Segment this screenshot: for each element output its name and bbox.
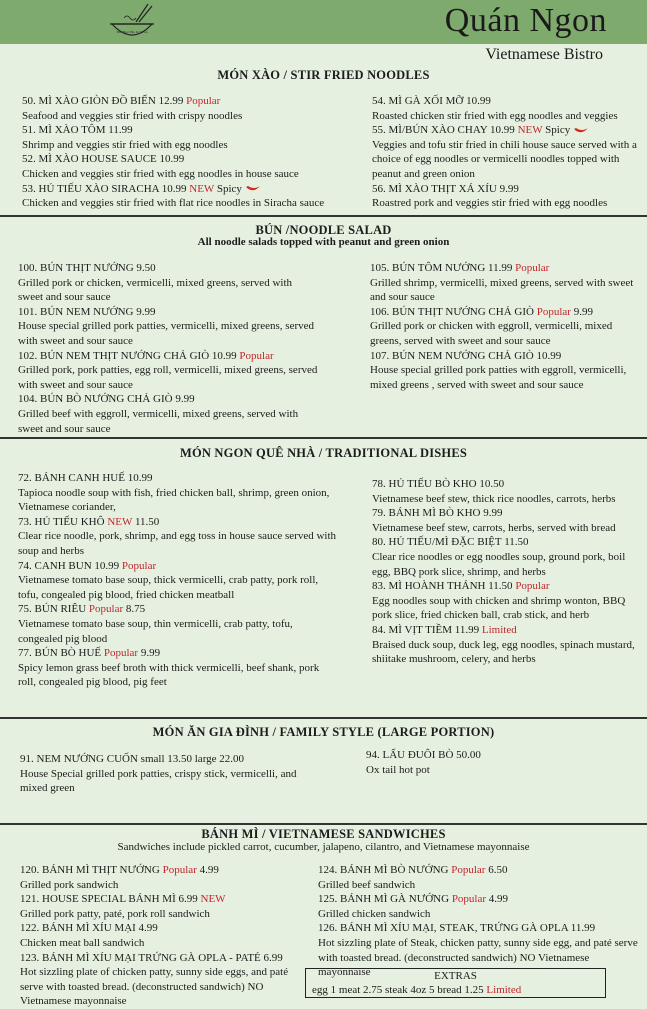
menu-header: [0, 0, 647, 44]
menu-item-description: Grilled pork or chicken, vermicelli, mixed greens, served with sweet and sour sauce: [18, 276, 292, 304]
menu-item-name: 75. BÚN RIÊU: [18, 603, 87, 616]
menu-item-description: Grilled chicken sandwich: [318, 907, 431, 920]
menu-item: [372, 182, 644, 211]
menu-item-name-line: [20, 951, 310, 966]
stir-fried-left: [22, 94, 362, 211]
menu-item-tag: NEW: [189, 182, 215, 195]
traditional-left: [18, 471, 336, 690]
menu-item-name: 83. MÌ HOÀNH THÁNH 11.50: [372, 580, 513, 593]
menu-item-price: 11.50: [134, 515, 160, 528]
menu-item-price: 6.50: [488, 864, 508, 876]
menu-item: [372, 535, 644, 579]
banhmi-right: [318, 863, 640, 980]
menu-item: [18, 471, 336, 515]
menu-item-name-line: [370, 349, 642, 364]
menu-item-name-line: [372, 506, 644, 521]
menu-item-tag: Popular: [121, 559, 157, 572]
menu-item: [20, 752, 300, 796]
menu-item: [370, 349, 642, 393]
menu-item-name: 78. HỦ TIẾU BÒ KHO 10.50: [372, 478, 505, 490]
menu-item-name: 107. BÚN NEM NƯỚNG CHẢ GIÒ 10.99: [370, 349, 562, 362]
menu-item-name-line: [22, 94, 362, 109]
menu-item-name-line: [372, 535, 644, 550]
menu-item-name-line: [18, 471, 336, 486]
menu-item: [22, 94, 362, 123]
menu-item-name-line: [372, 623, 644, 638]
menu-item: [20, 951, 310, 1009]
menu-item-description: Tapioca noodle soup with fish, fried chicken ball, shrimp, green onion, Vietnamese coriander,: [18, 486, 330, 514]
menu-item: [22, 182, 362, 211]
menu-item-description: Seafood and veggies stir fried with crispy noodles: [22, 109, 243, 122]
menu-item-price: 9.99: [573, 305, 593, 318]
menu-item-name: 72. BÁNH CANH HUẾ 10.99: [18, 472, 153, 484]
menu-item-price: 9.99: [140, 647, 161, 660]
menu-item-name: 54. MÌ GÀ XỐI MỠ 10.99: [372, 95, 491, 107]
menu-item-description: Chicken and veggies stir fried with egg noodles in house sauce: [22, 167, 299, 180]
menu-item-name-line: [372, 579, 644, 594]
menu-item-name-line: [20, 921, 310, 936]
menu-item: [18, 261, 318, 305]
menu-item-description: Vietnamese beef stew, thick rice noodles, carrots, herbs: [372, 492, 616, 505]
menu-item: [20, 892, 310, 921]
bun-right: [370, 261, 642, 392]
section-divider: [0, 717, 647, 719]
section-divider: [0, 823, 647, 825]
menu-item-name-line: [18, 349, 318, 364]
menu-item-name-line: [18, 515, 336, 530]
menu-item-name: 125. BÁNH MÌ GÀ NƯỚNG: [318, 893, 450, 906]
menu-item-description: Grilled pork, pork patties, egg roll, vermicelli, mixed greens, served with sweet and sour sauce: [18, 364, 318, 391]
menu-item-description: Braised duck soup, duck leg, egg noodles, spinach mustard, shiitake mushroom, celery, and herbs: [372, 638, 635, 666]
extras-box: [305, 968, 606, 998]
menu-item-name: 104. BÚN BÒ NƯỚNG CHẢ GIÒ 9.99: [18, 393, 195, 406]
menu-item-tag: Popular: [451, 893, 487, 906]
stir-fried-right: [372, 94, 644, 211]
menu-item-description: House Special grilled pork patties, crispy stick, vermicelli, and mixed green: [20, 767, 297, 795]
family-left: [20, 752, 300, 796]
section-note-bun: All noodle salads topped with peanut and green onion: [197, 236, 450, 248]
menu-item-name: 101. BÚN NEM NƯỚNG 9.99: [18, 305, 156, 318]
menu-item-name: 102. BÚN NEM THỊT NƯỚNG CHẢ GIÒ 10.99: [18, 349, 237, 362]
menu-item-description: Hot sizzling plate of Steak, chicken patty, sunny side egg, and paté serve with toasted bread. (deconstructed sandwich) NO Vietnamese mayonnaise: [318, 936, 638, 979]
menu-item-name: 126. BÁNH MÌ XÍU MẠI, STEAK, TRỨNG GÀ OPLA 11.99: [318, 922, 596, 935]
menu-item-description: Grilled beef sandwich: [318, 878, 416, 891]
menu-item: [18, 515, 336, 559]
menu-item-tag: Popular: [162, 864, 197, 876]
menu-item-tag: NEW: [517, 124, 543, 137]
menu-item: [18, 349, 318, 393]
menu-item-spicy-label: Spicy: [545, 124, 571, 137]
menu-item-description: House special grilled pork patties with eggroll, vermicelli, mixed greens , served with sweet and sour sauce: [370, 364, 627, 391]
menu-item: [18, 392, 318, 436]
menu-item-price: 4.99: [199, 864, 219, 876]
menu-item-description: Vietnamese tomato base soup, thick vermicelli, crab patty, pork roll, tofu, congealed pig blood, fried chicken meatball: [18, 574, 319, 601]
menu-item-name: 84. MÌ VỊT TIỀM 11.99: [372, 623, 480, 636]
menu-item-description: Chicken meat ball sandwich: [20, 936, 145, 949]
menu-item-name: 51. MÌ XÀO TÔM 11.99: [22, 124, 133, 137]
menu-item: [18, 559, 336, 603]
menu-item-name-line: [22, 123, 362, 138]
menu-item-tag: Popular: [515, 580, 550, 593]
menu-item-description: Spicy lemon grass beef broth with thick vermicelli, beef shank, pork roll, congealed pig blood, pig feet: [18, 661, 320, 689]
menu-item-name: 74. CANH BUN 10.99: [18, 559, 120, 572]
menu-item-name-line: [372, 94, 644, 109]
menu-item-name-line: [318, 892, 640, 907]
menu-item: [22, 123, 362, 152]
menu-item-name-line: [18, 261, 318, 276]
menu-item-name-line: [18, 305, 318, 320]
menu-item-name-line: [366, 748, 638, 763]
menu-item-name-line: [20, 863, 310, 878]
menu-item-name: 79. BÁNH MÌ BÒ KHO 9.99: [372, 507, 503, 520]
menu-item-name: 124. BÁNH MÌ BÒ NƯỚNG: [318, 864, 449, 876]
extras-title: EXTRAS: [434, 970, 477, 982]
menu-item-description: Vietnamese tomato base soup, thin vermicelli, crab patty, tofu, congealed pig blood: [18, 617, 293, 645]
menu-item-description: Grilled pork or chicken with eggroll, vermicelli, mixed greens, served with sweet and sour sauce: [370, 320, 613, 347]
section-title-banhmi: BÁNH MÌ / VIETNAMESE SANDWICHES: [201, 827, 446, 841]
menu-item-tag: Popular: [239, 349, 274, 362]
section-title-family: MÓN ĂN GIA ĐÌNH / FAMILY STYLE (LARGE PORTION): [152, 725, 495, 739]
menu-item-description: Roasted chicken stir fried with egg noodles and veggies: [372, 109, 618, 122]
extras-row: [306, 983, 605, 997]
menu-item-description: Ox tail hot pot: [366, 763, 430, 776]
menu-item: [372, 477, 644, 506]
menu-item-name-line: [18, 392, 318, 407]
menu-item-name: 50. MÌ XÀO GIÒN ĐỒ BIỂN 12.99: [22, 95, 184, 107]
menu-item-name-line: [22, 152, 362, 167]
menu-item-spicy-label: Spicy: [216, 182, 242, 195]
menu-item-description: Grilled shrimp, vermicelli, mixed greens, served with sweet and sour sauce: [370, 276, 634, 304]
menu-item-tag: NEW: [107, 515, 133, 528]
menu-item-description: Roastred pork and veggies stir fried with egg noodles: [372, 197, 608, 210]
menu-item-name: 77. BÚN BÒ HUẾ: [18, 647, 102, 660]
section-note-banhmi: Sandwiches include pickled carrot, cucumber, jalapeno, cilantro, and Vietnamese mayonnaise: [117, 841, 530, 853]
menu-item: [318, 863, 640, 892]
menu-item: [366, 748, 638, 777]
menu-item-name: 55. MÌ/BÚN XÀO CHAY 10.99: [372, 124, 515, 137]
menu-item-description: Veggies and tofu stir fried in chili house sauce served with a choice of egg noodles or vermicelli noodles topped with peanut and green onion: [372, 138, 637, 180]
menu-item: [18, 602, 336, 646]
menu-item-name: 105. BÚN TÔM NƯỚNG 11.99: [370, 262, 513, 274]
menu-item-tag: Popular: [515, 262, 550, 274]
menu-item-tag: Popular: [536, 305, 571, 318]
menu-item-tag: Popular: [451, 864, 486, 876]
menu-item-name-line: [318, 921, 640, 936]
section-divider: [0, 215, 647, 217]
menu-item: [370, 305, 642, 349]
bun-left: [18, 261, 318, 436]
menu-item-name: 91. NEM NƯỚNG CUỐN small 13.50 large 22.00: [20, 753, 245, 765]
brand-name: Quán Ngon: [444, 2, 607, 39]
menu-item-description: Grilled pork patty, paté, pork roll sandwich: [20, 907, 210, 920]
menu-item-description: Shrimp and veggies stir fried with egg noodles: [22, 138, 228, 151]
menu-item-name: 56. MÌ XÀO THỊT XÁ XÍU 9.99: [372, 182, 519, 195]
menu-item-name: 52. MÌ XÀO HOUSE SAUCE 10.99: [22, 153, 185, 166]
chili-pepper-icon: [573, 127, 589, 135]
menu-item-name: 100. BÚN THỊT NƯỚNG 9.50: [18, 262, 156, 274]
menu-item-description: Clear rice noodles or egg noodles soup, ground pork, boil egg, BBQ pork slice, shrimp, and herbs: [372, 550, 626, 578]
menu-item: [372, 506, 644, 535]
menu-item-description: Grilled pork sandwich: [20, 878, 119, 891]
menu-item-name-line: [318, 863, 640, 878]
menu-item-name-line: [370, 305, 642, 320]
menu-item: [372, 123, 644, 181]
menu-item-description: Clear rice noodle, pork, shrimp, and egg toss in house sauce served with soup and herbs: [18, 530, 337, 557]
extras-tag: Limited: [486, 984, 522, 996]
menu-item: [18, 305, 318, 349]
menu-item-name-line: [22, 182, 362, 197]
menu-item-price: 4.99: [488, 893, 509, 906]
menu-item-description: Grilled beef with eggroll, vermicelli, mixed greens, served with sweet and sour sauce: [18, 407, 299, 435]
menu-item: [20, 863, 310, 892]
logo-text: The Best Pho In Town: [116, 30, 148, 34]
menu-item-tag: NEW: [200, 893, 226, 906]
menu-item: [372, 579, 644, 623]
menu-item: [372, 94, 644, 123]
menu-item-description: Egg noodles soup with chicken and shrimp wonton, BBQ pork slice, fried chicken ball, crab stick, and herb: [372, 594, 626, 622]
extras-prices: egg 1 meat 2.75 steak 4oz 5 bread 1.25: [312, 984, 487, 996]
menu-item-name-line: [370, 261, 642, 276]
menu-item-tag: Popular: [88, 603, 124, 616]
menu-item: [20, 921, 310, 950]
menu-item: [370, 261, 642, 305]
menu-item-name-line: [20, 892, 310, 907]
menu-item-name: 53. HỦ TIẾU XÀO SIRACHA 10.99: [22, 182, 187, 195]
menu-item-name-line: [372, 123, 644, 138]
menu-item-tag: Popular: [186, 95, 221, 107]
menu-item-name-line: [20, 752, 300, 767]
menu-item: [318, 892, 640, 921]
menu-item: [22, 152, 362, 181]
menu-item: [372, 623, 644, 667]
menu-item-tag: Limited: [481, 623, 517, 636]
section-title-traditional: MÓN NGON QUÊ NHÀ / TRADITIONAL DISHES: [179, 446, 468, 460]
section-title-bun: BÚN /NOODLE SALAD: [255, 223, 392, 237]
menu-item-description: House special grilled pork patties, vermicelli, mixed greens, served with sweet and sour sauce: [18, 320, 314, 347]
traditional-right: [372, 477, 644, 667]
menu-item-tag: Popular: [103, 647, 139, 660]
menu-item-name: 122. BÁNH MÌ XÍU MẠI 4.99: [20, 922, 158, 935]
menu-item-name: 73. HỦ TIẾU KHÔ: [18, 515, 105, 528]
menu-item-description: Hot sizzling plate of chicken patty, sunny side eggs, and paté serve with toasted bread. (deconstructed sandwich) NO Vietnamese mayonnaise: [20, 966, 289, 1008]
section-divider: [0, 437, 647, 439]
menu-item-name: 94. LẨU ĐUÔI BÒ 50.00: [366, 749, 481, 761]
brand-subtitle: Vietnamese Bistro: [485, 46, 603, 63]
banhmi-left: [20, 863, 310, 1009]
menu-item: [18, 646, 336, 690]
menu-item-price: 8.75: [125, 603, 146, 616]
menu-item-name-line: [18, 602, 336, 617]
section-title-stir-fried: MÓN XÀO / STIR FRIED NOODLES: [217, 68, 430, 82]
menu-item-name-line: [372, 182, 644, 197]
chili-pepper-icon: [245, 185, 261, 193]
menu-item-name-line: [372, 477, 644, 492]
menu-item-name: 121. HOUSE SPECIAL BÁNH MÌ 6.99: [20, 893, 198, 906]
menu-item-name: 80. HỦ TIẾU/MÌ ĐẶC BIỆT 11.50: [372, 536, 529, 549]
bowl-logo-icon: [106, 2, 158, 46]
menu-item-name: 106. BÚN THỊT NƯỚNG CHẢ GIÒ: [370, 305, 534, 318]
menu-item-name-line: [18, 559, 336, 574]
menu-item-description: Vietnamese beef stew, carrots, herbs, served with bread: [372, 521, 616, 534]
menu-item-name: 120. BÁNH MÌ THỊT NƯỚNG: [20, 864, 160, 876]
family-right: [366, 748, 638, 777]
menu-item-name-line: [18, 646, 336, 661]
menu-item-description: Chicken and veggies stir fried with flat rice noodles in Siracha sauce: [22, 197, 325, 210]
menu-item-name: 123. BÁNH MÌ XÍU MẠI TRỨNG GÀ OPLA - PATÉ 6.99: [20, 951, 283, 964]
